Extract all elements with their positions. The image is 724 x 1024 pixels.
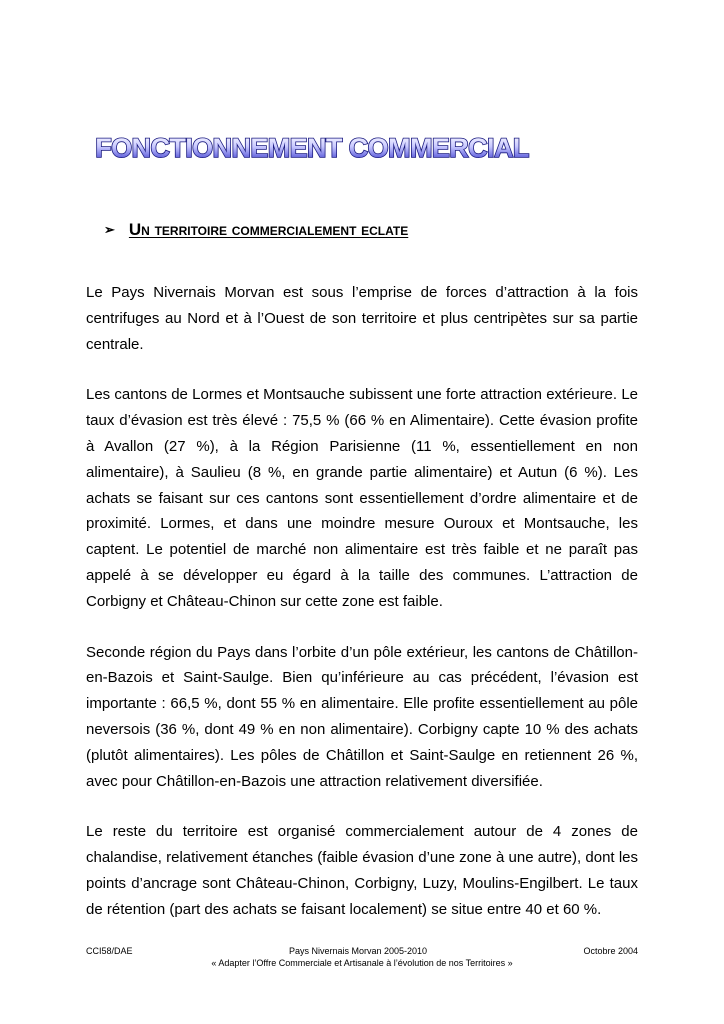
- paragraph-zones-chalandise: Le reste du territoire est organisé commercialement autour de 4 zones de chalandise, relativement étanches (faible évasion d’une zone à une autre), dont les points d’ancrage sont Château-Chinon, Corbigny, Luzy, Moulins-Engilbert. Le taux de rétention (part des achats se faisant localement) se situe entre 40 et 60 %.: [86, 823, 638, 918]
- footer-left: CCI58/DAE: [86, 946, 133, 956]
- document-body: [86, 280, 638, 948]
- paragraph-intro: Le Pays Nivernais Morvan est sous l’emprise de forces d’attraction à la fois centrifuges au Nord et à l’Ouest de son territoire et plus centripètes sur sa partie centrale.: [86, 284, 638, 353]
- footer-center: Pays Nivernais Morvan 2005-2010: [288, 946, 428, 956]
- arrow-bullet-icon: ➢: [104, 222, 115, 237]
- section-heading-text: Un territoire commercialement eclate: [128, 220, 409, 239]
- page-footer: [86, 945, 638, 969]
- paragraph-chatillon-saint-saulge: Seconde région du Pays dans l’orbite d’un pôle extérieur, les cantons de Châtillon-en-Bazois et Saint-Saulge. Bien qu’inférieure au cas précédent, l’évasion est importante : 66,5 %, dont 55 % en alimentaire. Elle profite essentiellement au pôle neversois (36 %, dont 49 % en non alimentaire). Corbigny capte 10 % des achats (plutôt alimentaires). Les pôles de Châtillon et Saint-Saulge en retiennent 26 %, avec pour Châtillon-en-Bazois une attraction relativement diversifiée.: [86, 643, 638, 790]
- paragraph-lormes-montsauche: Les cantons de Lormes et Montsauche subissent une forte attraction extérieure. Le taux d’évasion est très élevé : 75,5 % (66 % en Alimentaire). Cette évasion profite à Avallon (27 %), à la Région Parisienne (11 %, essentiellement en non alimentaire), à Saulieu (8 %, en grande partie alimentaire) et Autun (6 %). Les achats se faisant sur ces cantons sont essentiellement d’ordre alimentaire et de proximité. Lormes, et dans une moindre mesure Ouroux et Montsauche, les captent. Le potentiel de marché non alimentaire est très faible et ne paraît pas appelé à se développer eu égard à la taille des communes. L’attraction de Corbigny et Château-Chinon sur cette zone est faible.: [86, 386, 638, 610]
- footer-row: [86, 945, 638, 957]
- page-title: FONCTIONNEMENT COMMERCIAL: [95, 133, 529, 163]
- footer-right: Octobre 2004: [583, 946, 638, 956]
- section-heading: [104, 220, 408, 240]
- page-title-banner: [0, 126, 724, 168]
- page-title-art: [0, 126, 724, 168]
- footer-subtitle: « Adapter l’Offre Commerciale et Artisanale à l’évolution de nos Territoires »: [211, 958, 513, 968]
